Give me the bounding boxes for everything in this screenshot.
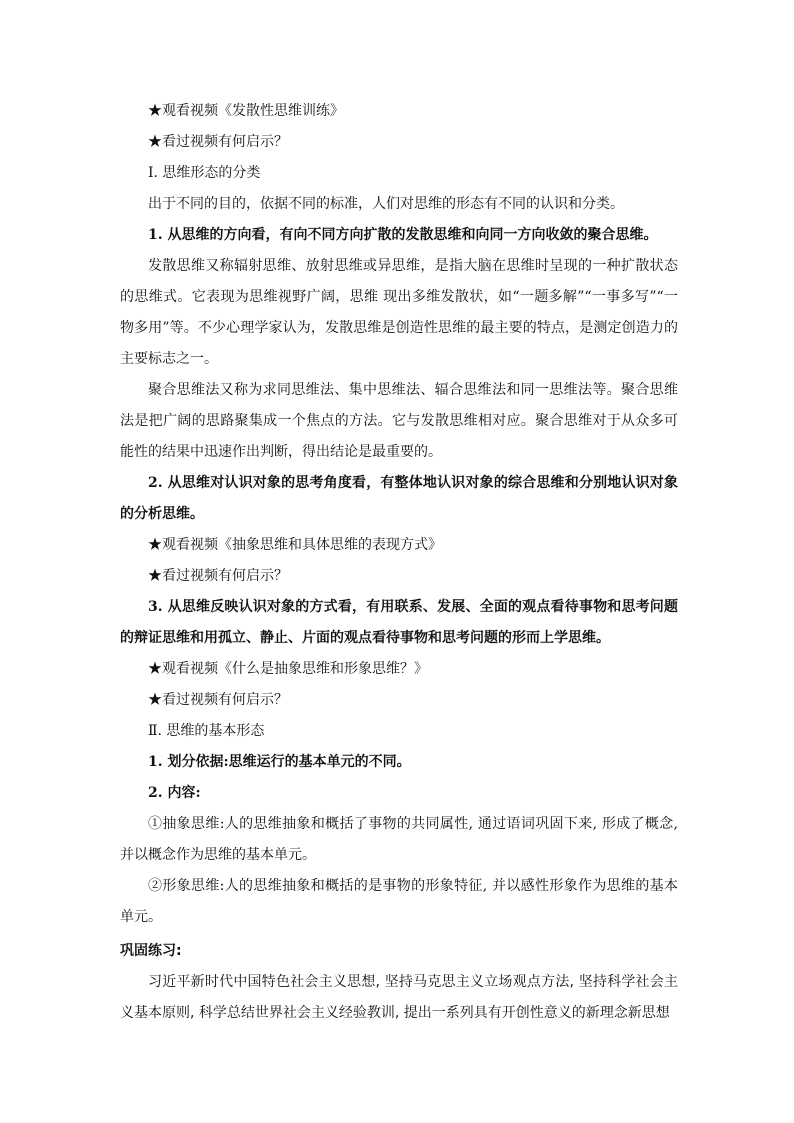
intro-paragraph: 出于不同的目的，依据不同的标准，人们对思维的形态有不同的认识和分类。 [148, 196, 624, 212]
content-label: 2. 内容: [148, 785, 201, 801]
abstract-thinking-item: ①抽象思维:人的思维抽象和概括了事物的共同属性, 通过语词巩固下来, 形成了概念, 并以概念作为思维的基本单元。 [120, 816, 678, 863]
video-prompt-2: ★观看视频《抽象思维和具体思维的表现方式》 [148, 537, 442, 553]
point-3-heading: 3. 从思维反映认识对象的方式看，有用联系、发展、全面的观点看待事物和思考问题的辩证思维和用孤立、静止、片面的观点看待事物和思考问题的形而上学思维。 [120, 599, 678, 646]
question-prompt-1: ★看过视频有何启示？ [148, 134, 288, 150]
question-prompt-2: ★看过视频有何启示？ [148, 568, 288, 584]
video-prompt-1: ★观看视频《发散性思维训练》 [148, 103, 344, 119]
image-thinking-item: ②形象思维:人的思维抽象和概括的是事物的形象特征, 并以感性形象作为思维的基本单元。 [120, 878, 678, 925]
point-2-heading: 2. 从思维对认识对象的思考角度看，有整体地认识对象的综合思维和分别地认识对象的分析思维。 [120, 475, 678, 522]
practice-paragraph: 习近平新时代中国特色社会主义思想, 坚持马克思主义立场观点方法, 坚持科学社会主义基本原则, 科学总结世界社会主义经验教训, 提出一系列具有开创性意义的新理念新思想 [120, 974, 678, 1021]
document-body [120, 96, 678, 1029]
basis-line: 1. 划分依据:思维运行的基本单元的不同。 [148, 754, 411, 770]
point-1-heading: 1. 从思维的方向看，有向不同方向扩散的发散思维和向同一方向收敛的聚合思维。 [148, 227, 658, 243]
section-heading-2: Ⅱ. 思维的基本形态 [148, 723, 265, 739]
practice-heading: 巩固练习: [120, 943, 182, 959]
question-prompt-3: ★看过视频有何启示？ [148, 692, 288, 708]
divergent-thinking-paragraph: 发散思维又称辐射思维、放射思维或异思维，是指大脑在思维时呈现的一种扩散状态的思维式。它表现为思维视野广阔，思维 现出多维发散状，如“一题多解”“一事多写”“一物多用”等。不少心理学家认为，发散思维是创造性思维的最主要的特点，是测定创造力的主要标志之一。 [120, 258, 678, 367]
convergent-thinking-paragraph: 聚合思维法又称为求同思维法、集中思维法、辐合思维法和同一思维法等。聚合思维法是把广阔的思路聚集成一个焦点的方法。它与发散思维相对应。聚合思维对于从众多可能性的结果中迅速作出判断，得出结论是最重要的。 [120, 382, 678, 460]
section-heading-1: Ⅰ. 思维形态的分类 [148, 165, 261, 181]
video-prompt-3: ★观看视频《什么是抽象思维和形象思维？》 [148, 661, 428, 677]
